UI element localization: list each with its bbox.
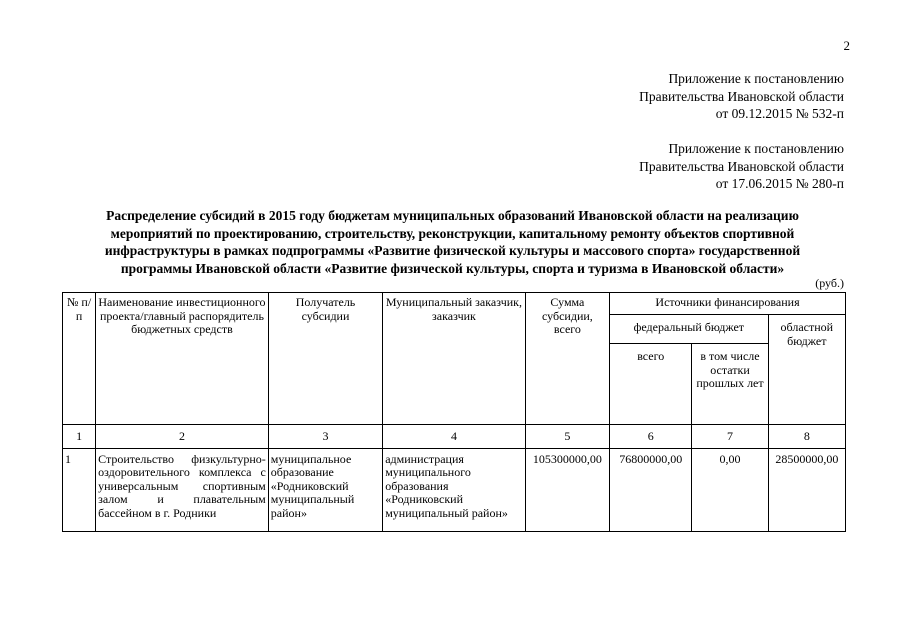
- header-row: [63, 293, 846, 315]
- column-number: 4: [383, 425, 526, 449]
- header-customer: Муниципальный заказчик, заказчик: [383, 293, 526, 425]
- row-federal-total: 76800000,00: [610, 448, 692, 531]
- row-recipient: муниципальное образование «Родниковский муниципальный район»: [268, 448, 382, 531]
- row-regional: 28500000,00: [768, 448, 845, 531]
- row-federal-remainder: 0,00: [692, 448, 768, 531]
- page-number: 2: [843, 38, 850, 53]
- column-number: 6: [610, 425, 692, 449]
- title-line: инфраструктуры в рамках подпрограммы «Развитие физической культуры и массового спорта» государственной: [104, 243, 801, 258]
- column-number: 7: [692, 425, 768, 449]
- header-num: № п/п: [63, 293, 96, 425]
- appendix-line: Приложение к постановлению: [668, 141, 844, 156]
- title-line: мероприятий по проектированию, строительству, реконструкции, капитальному ремонту объектов спортивной: [110, 225, 795, 241]
- currency-unit: (руб.): [815, 276, 844, 290]
- row-customer: администрация муниципального образования «Родниковский муниципальный район»: [383, 448, 526, 531]
- row-total: 105300000,00: [525, 448, 609, 531]
- appendix-line: Правительства Ивановской области: [639, 88, 844, 104]
- header-funding-sources: Источники финансирования: [610, 293, 846, 315]
- appendix-note-current: [639, 70, 844, 123]
- header-project-name: Наименование инвестиционного проекта/главный распорядитель бюджетных средств: [96, 293, 269, 425]
- table-row: [63, 448, 846, 531]
- row-num: 1: [63, 448, 96, 531]
- appendix-line: от 17.06.2015 № 280-п: [715, 176, 844, 191]
- column-number: 1: [63, 425, 96, 449]
- appendix-note-previous: [639, 140, 844, 193]
- appendix-line: Приложение к постановлению: [668, 71, 844, 86]
- appendix-line: от 09.12.2015 № 532-п: [715, 106, 844, 121]
- header-federal-budget: федеральный бюджет: [610, 315, 769, 344]
- column-number-row: [63, 425, 846, 449]
- header-federal-total: всего: [610, 344, 692, 425]
- header-federal-remainder: в том числе остатки прошлых лет: [692, 344, 768, 425]
- column-number: 5: [525, 425, 609, 449]
- column-number: 3: [268, 425, 382, 449]
- column-number: 8: [768, 425, 845, 449]
- subsidy-table: [62, 292, 846, 532]
- column-number: 2: [96, 425, 269, 449]
- row-project-name: Строительство физкультурно-оздоровительного комплекса с универсальным спортивным залом и плавательным бассейном в г. Родники: [96, 448, 269, 531]
- header-recipient: Получатель субсидии: [268, 293, 382, 425]
- document-title: [55, 207, 850, 277]
- title-line: Распределение субсидий в 2015 году бюджетам муниципальных образований Ивановской области на реализацию: [106, 208, 799, 223]
- appendix-line: Правительства Ивановской области: [639, 158, 844, 174]
- header-total: Сумма субсидии, всего: [525, 293, 609, 425]
- header-regional-budget: областной бюджет: [768, 315, 845, 425]
- title-line: программы Ивановской области «Развитие физической культуры, спорта и туризма в Ивановской области»: [120, 260, 785, 276]
